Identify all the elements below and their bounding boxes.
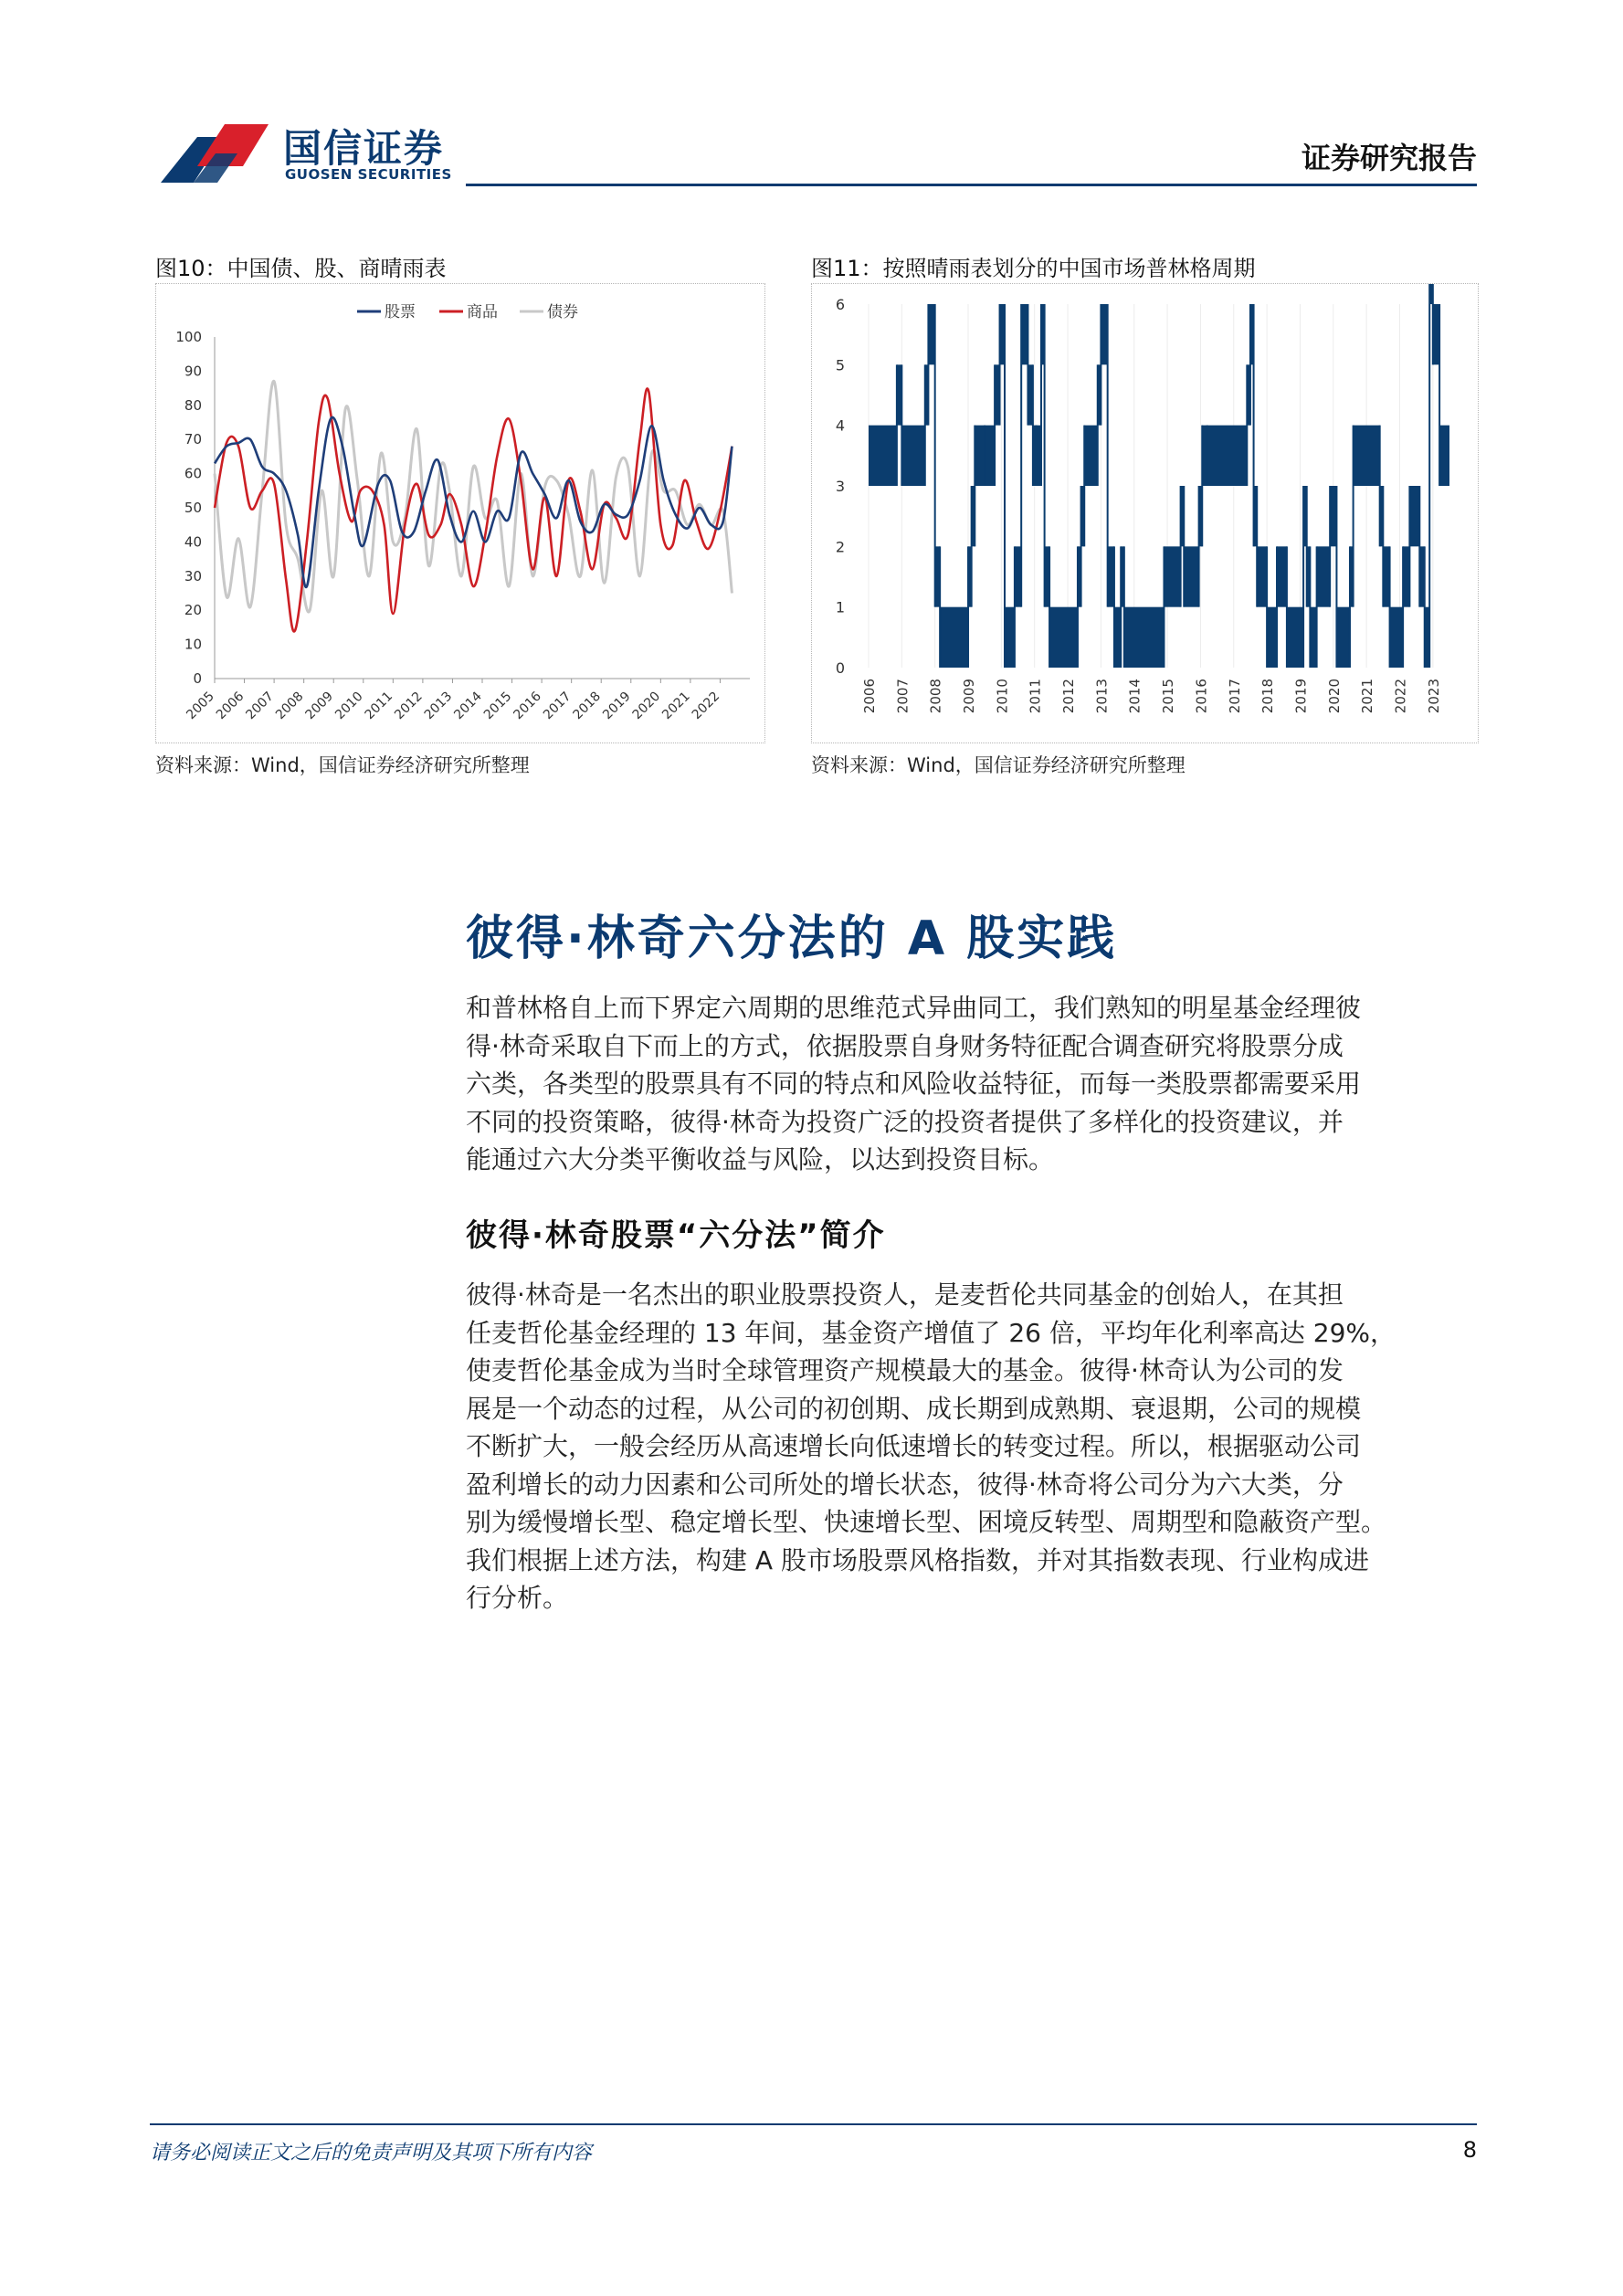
x-tick-label: 2020 xyxy=(629,689,664,723)
x-tick-label: 2013 xyxy=(1093,679,1111,714)
phase-block xyxy=(1409,486,1419,546)
y-tick-label: 5 xyxy=(835,356,845,374)
x-tick-label: 2019 xyxy=(1292,679,1310,714)
brand-name-cn: 国信证券 xyxy=(283,126,445,171)
phase-block xyxy=(1015,546,1021,606)
x-tick-label: 2009 xyxy=(961,679,978,714)
x-tick-label: 2006 xyxy=(861,679,878,714)
x-tick-label: 2009 xyxy=(302,689,337,723)
y-tick-label: 50 xyxy=(184,500,202,516)
x-tick-label: 2017 xyxy=(540,689,574,723)
x-tick-label: 2021 xyxy=(659,689,693,723)
y-tick-label: 4 xyxy=(835,416,845,435)
phase-block xyxy=(1049,607,1078,668)
phase-block xyxy=(1101,304,1107,364)
x-tick-label: 2015 xyxy=(480,689,515,723)
intro-line: 六类，各类型的股票具有不同的特点和风险收益特征，而每一类股票都需要采用 xyxy=(466,1069,1362,1099)
intro-line: 和普林格自上而下界定六周期的思维范式异曲同工，我们熟知的明星基金经理彼 xyxy=(466,993,1362,1023)
x-tick-label: 2020 xyxy=(1325,679,1343,714)
y-tick-label: 2 xyxy=(835,538,845,556)
intro-paragraph xyxy=(466,989,1478,1179)
x-tick-label: 2008 xyxy=(927,679,944,714)
phase-block xyxy=(1207,426,1248,486)
y-tick-label: 70 xyxy=(184,431,202,448)
y-tick-label: 0 xyxy=(193,670,202,687)
y-tick-label: 3 xyxy=(835,478,845,495)
x-tick-label: 2016 xyxy=(511,689,544,723)
phase-block xyxy=(1267,607,1277,668)
phase-block xyxy=(1390,607,1404,668)
phase-block xyxy=(1277,546,1287,606)
figure11-title: 图11：按照晴雨表划分的中国市场普林格周期 xyxy=(811,256,1256,281)
phase-block xyxy=(1439,426,1449,486)
body-line: 展是一个动态的过程，从公司的初创期、成长期到成熟期、衰退期，公司的规模 xyxy=(466,1393,1362,1424)
figure10-title: 图10：中国债、股、商晴雨表 xyxy=(155,256,447,281)
phase-block xyxy=(1317,546,1331,606)
intro-line: 得·林奇采取自下而上的方式，依据股票自身财务特征配合调查研究将股票分成 xyxy=(466,1030,1344,1061)
phase-block xyxy=(1354,426,1380,486)
body-line: 行分析。 xyxy=(466,1583,569,1613)
phase-block xyxy=(940,607,968,668)
x-tick-label: 2019 xyxy=(600,689,634,723)
x-tick-label: 2007 xyxy=(894,679,912,714)
x-tick-label: 2023 xyxy=(1425,679,1442,714)
phase-block xyxy=(1330,486,1336,546)
phase-block xyxy=(975,426,985,486)
phase-block xyxy=(1005,607,1015,668)
document-type: 证券研究报告 xyxy=(1301,141,1477,175)
phase-block xyxy=(1310,607,1316,668)
phase-block xyxy=(1287,607,1303,668)
phase-block xyxy=(1257,546,1267,606)
x-tick-label: 2010 xyxy=(994,679,1011,714)
x-tick-label: 2007 xyxy=(243,689,277,723)
figure10-source: 资料来源：Wind，国信证券经济研究所整理 xyxy=(155,754,530,776)
phase-block xyxy=(928,304,934,364)
figure11-source: 资料来源：Wind，国信证券经济研究所整理 xyxy=(811,754,1186,776)
x-tick-label: 2010 xyxy=(332,689,366,723)
phase-block xyxy=(1184,546,1198,606)
body-paragraph xyxy=(466,1276,1478,1617)
x-tick-label: 2012 xyxy=(392,689,426,723)
y-tick-label: 6 xyxy=(835,296,845,313)
x-tick-label: 2011 xyxy=(1027,679,1044,714)
company-logo xyxy=(161,117,278,190)
footer-rule xyxy=(150,2123,1477,2125)
x-tick-label: 2021 xyxy=(1359,679,1376,714)
y-tick-label: 1 xyxy=(835,598,845,616)
y-tick-label: 0 xyxy=(835,659,845,677)
y-tick-label: 90 xyxy=(184,363,202,380)
intro-line: 能通过六大分类平衡收益与风险，以达到投资目标。 xyxy=(466,1144,1055,1174)
y-tick-label: 80 xyxy=(184,396,202,414)
x-tick-label: 2018 xyxy=(1259,679,1277,714)
body-line: 任麦哲伦基金经理的 13 年间，基金资产增值了 26 倍，平均年化利率高达 29%， xyxy=(466,1317,1396,1348)
y-tick-label: 30 xyxy=(184,567,202,585)
x-tick-label: 2011 xyxy=(362,689,396,723)
phase-block xyxy=(1433,304,1439,364)
y-tick-label: 60 xyxy=(184,465,202,482)
header-rule xyxy=(466,184,1477,186)
phase-block xyxy=(1124,607,1165,668)
series-line-债券 xyxy=(215,381,732,612)
figure11-chart xyxy=(811,283,1479,743)
phase-block xyxy=(869,426,897,486)
subsection-heading: 彼得·林奇股票“六分法”简介 xyxy=(466,1217,886,1254)
brand-name-en: GUOSEN SECURITIES xyxy=(285,166,452,183)
page-number: 8 xyxy=(1462,2137,1477,2163)
x-tick-label: 2022 xyxy=(1392,679,1409,714)
x-tick-label: 2014 xyxy=(1126,679,1143,714)
section-title: 彼得·林奇六分法的 A 股实践 xyxy=(466,911,1118,966)
intro-line: 不同的投资策略，彼得·林奇为投资广泛的投资者提供了多样化的投资建议，并 xyxy=(466,1106,1344,1137)
phase-block xyxy=(901,426,924,486)
body-line: 使麦哲伦基金成为当时全球管理资产规模最大的基金。彼得·林奇认为公司的发 xyxy=(466,1355,1344,1385)
y-tick-label: 20 xyxy=(184,602,202,619)
phase-block xyxy=(1383,546,1389,606)
body-line: 别为缓慢增长型、稳定增长型、快速增长型、困境反转型、周期型和隐蔽资产型。 xyxy=(466,1507,1387,1537)
phase-block xyxy=(1108,546,1114,606)
legend-label: 债券 xyxy=(547,303,578,321)
y-tick-label: 100 xyxy=(175,329,202,345)
y-tick-label: 40 xyxy=(184,533,202,551)
phase-block xyxy=(1336,607,1350,668)
x-tick-label: 2013 xyxy=(421,689,456,723)
phase-block xyxy=(1164,546,1180,606)
x-tick-label: 2017 xyxy=(1226,679,1243,714)
x-tick-label: 2006 xyxy=(213,689,248,723)
y-tick-label: 10 xyxy=(184,636,202,653)
body-line: 我们根据上述方法，构建 A 股市场股票风格指数，并对其指数表现、行业构成进 xyxy=(466,1544,1369,1575)
phase-block xyxy=(1403,546,1409,606)
x-tick-label: 2014 xyxy=(451,689,485,723)
footer-disclaimer: 请务必阅读正文之后的免责声明及其项下所有内容 xyxy=(150,2142,593,2164)
legend-label: 商品 xyxy=(467,303,498,321)
body-line: 彼得·林奇是一名杰出的职业股票投资人，是麦哲伦共同基金的创始人，在其担 xyxy=(466,1280,1344,1310)
x-tick-label: 2012 xyxy=(1060,679,1078,714)
body-line: 不断扩大，一般会经历从高速增长向低速增长的转变过程。所以，根据驱动公司 xyxy=(466,1431,1362,1461)
phase-block xyxy=(985,426,995,486)
x-tick-label: 2015 xyxy=(1160,679,1177,714)
phase-block xyxy=(1114,607,1121,668)
x-tick-label: 2005 xyxy=(184,689,217,723)
phase-block xyxy=(1021,304,1028,364)
x-tick-label: 2016 xyxy=(1193,679,1210,714)
figure10-chart xyxy=(155,283,765,743)
x-tick-label: 2008 xyxy=(272,689,307,723)
body-line: 盈利增长的动力因素和公司所处的增长状态，彼得·林奇将公司分为六大类，分 xyxy=(466,1469,1344,1500)
phase-block xyxy=(1084,426,1098,486)
x-tick-label: 2018 xyxy=(570,689,605,723)
legend-label: 股票 xyxy=(385,303,416,321)
x-tick-label: 2022 xyxy=(689,689,723,723)
